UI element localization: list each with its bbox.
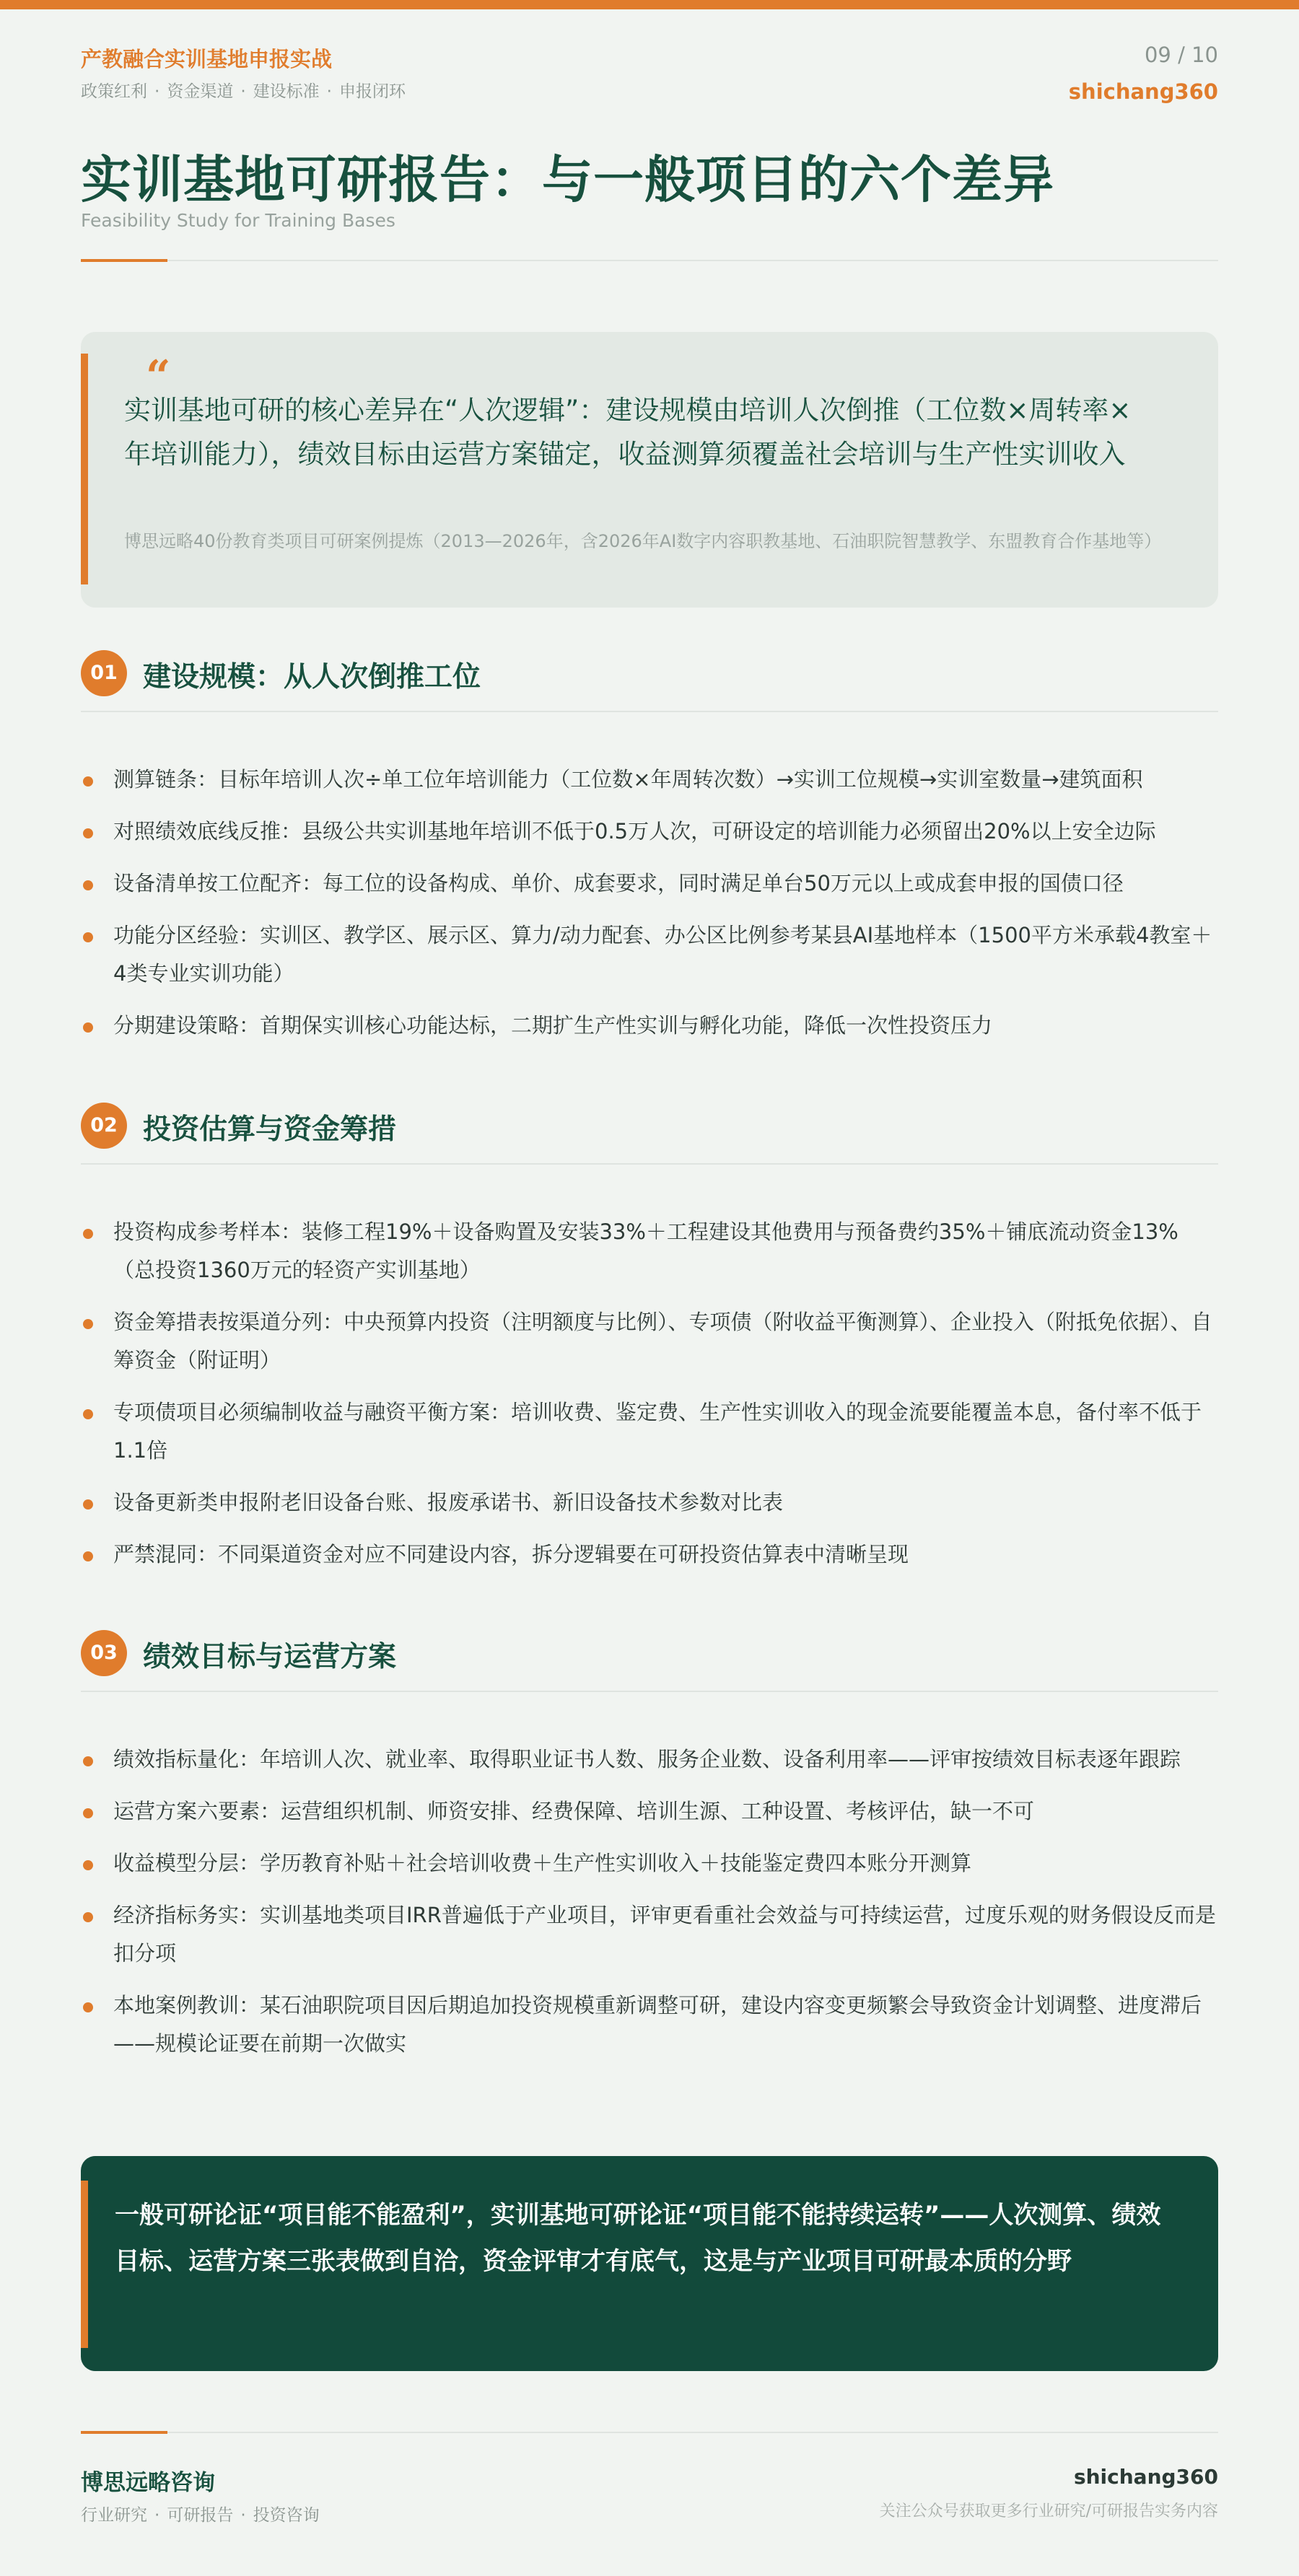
bullet-dot-icon xyxy=(83,880,93,890)
section-title: 绩效目标与运营方案 xyxy=(143,1641,397,1673)
list-item xyxy=(81,1792,1218,1831)
list-item-text: 绩效指标量化：年培训人次、就业率、取得职业证书人数、服务企业数、设备利用率——评审按绩效目标表逐年跟踪 xyxy=(113,1747,1181,1771)
brand-tags xyxy=(81,78,406,102)
section-03-bullets xyxy=(81,1740,1218,2077)
page-subtitle: Feasibility Study for Training Bases xyxy=(81,210,395,231)
footer-divider xyxy=(81,2432,1218,2433)
page xyxy=(81,9,1218,2525)
separator-dot: · xyxy=(154,2506,160,2525)
list-item xyxy=(81,864,1218,903)
title-accent-line xyxy=(81,259,167,262)
brand-tag: 建设标准 xyxy=(253,82,320,101)
list-item-text: 专项债项目必须编制收益与融资平衡方案：培训收费、鉴定费、生产性实训收入的现金流要能覆盖本息，备付率不低于1.1倍 xyxy=(113,1400,1202,1463)
section-header-03 xyxy=(81,1630,1218,1688)
separator-dot: · xyxy=(326,82,332,101)
list-item xyxy=(81,1535,1218,1574)
footer-site: shichang360 xyxy=(1073,2465,1218,2489)
bullet-dot-icon xyxy=(83,1319,93,1329)
bullet-dot-icon xyxy=(83,1409,93,1419)
bullet-dot-icon xyxy=(83,776,93,787)
list-item xyxy=(81,1484,1218,1522)
section-01-bullets xyxy=(81,761,1218,1059)
list-item xyxy=(81,1844,1218,1883)
brand-tag: 申报闭环 xyxy=(338,82,406,101)
bullet-dot-icon xyxy=(83,1022,93,1033)
list-item xyxy=(81,1986,1218,2063)
bullet-dot-icon xyxy=(83,1551,93,1561)
bullet-dot-icon xyxy=(83,2002,93,2012)
list-item xyxy=(81,761,1218,799)
page-title: 实训基地可研报告：与一般项目的六个差异 xyxy=(81,150,1054,209)
bullet-dot-icon xyxy=(83,1756,93,1766)
list-item xyxy=(81,1007,1218,1045)
separator-dot: · xyxy=(240,2506,246,2525)
list-item-text: 对照绩效底线反推：县级公共实训基地年培训不低于0.5万人次，可研设定的培训能力必须留出20%以上安全边际 xyxy=(113,819,1156,844)
section-title: 投资估算与资金筹措 xyxy=(143,1113,397,1146)
section-number-badge: 01 xyxy=(81,650,127,696)
footer-accent-line xyxy=(81,2431,167,2434)
footer-tag: 可研报告 xyxy=(167,2506,234,2525)
list-item xyxy=(81,1896,1218,1973)
list-item-text: 投资构成参考样本：装修工程19%＋设备购置及安装33%＋工程建设其他费用与预备费约35%＋铺底流动资金13%（总投资1360万元的轻资产实训基地） xyxy=(113,1219,1178,1282)
list-item-text: 设备清单按工位配齐：每工位的设备构成、单价、成套要求，同时满足单台50万元以上或成套申报的国债口径 xyxy=(113,871,1124,895)
brand-title: 产教融合实训基地申报实战 xyxy=(81,47,333,71)
list-item-text: 资金筹措表按渠道分列：中央预算内投资（注明额度与比例）、专项债（附收益平衡测算）、企业投入（附抵免依据）、自筹资金（附证明） xyxy=(113,1310,1212,1372)
footer-note: 关注公众号获取更多行业研究/可研报告实务内容 xyxy=(879,2502,1218,2520)
footer-brand: 博思远略咨询 xyxy=(81,2470,215,2496)
list-item-text: 测算链条：目标年培训人次÷单工位年培训能力（工位数×年周转次数）→实训工位规模→实训室数量→建筑面积 xyxy=(113,767,1143,792)
list-item xyxy=(81,1213,1218,1289)
page-header xyxy=(81,9,1218,114)
list-item-text: 功能分区经验：实训区、教学区、展示区、算力/动力配套、办公区比例参考某县AI基地样本（1500平方米承载4教室＋4类专业实训功能） xyxy=(113,923,1212,986)
list-item xyxy=(81,1303,1218,1380)
list-item-text: 分期建设策略：首期保实训核心功能达标，二期扩生产性实训与孵化功能，降低一次性投资压力 xyxy=(113,1013,993,1038)
list-item-text: 运营方案六要素：运营组织机制、师资安排、经费保障、培训生源、工种设置、考核评估，缺一不可 xyxy=(113,1799,1035,1823)
section-number-badge: 02 xyxy=(81,1103,127,1149)
section-header-02 xyxy=(81,1103,1218,1160)
separator-dot: · xyxy=(240,82,246,101)
list-item xyxy=(81,1740,1218,1779)
brand-tag: 资金渠道 xyxy=(167,82,234,101)
separator-dot: · xyxy=(154,82,160,101)
bullet-dot-icon xyxy=(83,1808,93,1818)
top-accent-bar xyxy=(0,0,1299,9)
list-item-text: 设备更新类申报附老旧设备台账、报废承诺书、新旧设备技术参数对比表 xyxy=(113,1490,784,1515)
page-number: 09 / 10 xyxy=(1144,43,1218,67)
section-divider xyxy=(81,1163,1218,1165)
conclusion-accent-bar xyxy=(81,2181,88,2348)
title-divider xyxy=(81,260,1218,261)
section-divider xyxy=(81,1691,1218,1692)
conclusion-text: 一般可研论证“项目能不能盈利”，实训基地可研论证“项目能不能持续运转”——人次测算、绩效目标、运营方案三张表做到自洽，资金评审才有底气，这是与产业项目可研最本质的分野 xyxy=(115,2201,1161,2276)
section-02-bullets xyxy=(81,1213,1218,1587)
key-insight-quote xyxy=(81,332,1218,608)
conclusion-callout xyxy=(81,2156,1218,2371)
list-item xyxy=(81,1393,1218,1470)
section-header-01 xyxy=(81,650,1218,708)
list-item-text: 严禁混同：不同渠道资金对应不同建设内容，拆分逻辑要在可研投资估算表中清晰呈现 xyxy=(113,1542,909,1567)
list-item-text: 收益模型分层：学历教育补贴＋社会培训收费＋生产性实训收入＋技能鉴定费四本账分开测算 xyxy=(113,1851,972,1875)
quote-text: 实训基地可研的核心差异在“人次逻辑”：建设规模由培训人次倒推（工位数×周转率×年培训能力），绩效目标由运营方案锚定，收益测算须覆盖社会培训与生产性实训收入 xyxy=(124,395,1132,470)
section-number-badge: 03 xyxy=(81,1630,127,1676)
list-item xyxy=(81,812,1218,851)
quote-mark-icon: “ xyxy=(146,351,171,402)
bullet-dot-icon xyxy=(83,828,93,838)
bullet-dot-icon xyxy=(83,1912,93,1922)
footer-tag: 行业研究 xyxy=(81,2506,147,2525)
section-title: 建设规模：从人次倒推工位 xyxy=(143,661,481,693)
bullet-dot-icon xyxy=(83,1499,93,1510)
section-divider xyxy=(81,711,1218,712)
list-item xyxy=(81,916,1218,993)
footer-tags xyxy=(81,2502,320,2525)
brand-tag: 政策红利 xyxy=(81,82,147,101)
bullet-dot-icon xyxy=(83,1860,93,1870)
bullet-dot-icon xyxy=(83,1229,93,1239)
site-name: shichang360 xyxy=(1068,79,1218,104)
quote-source: 博思远略40份教育类项目可研案例提炼（2013—2026年，含2026年AI数字内容职教基地、石油职院智慧教学、东盟教育合作基地等） xyxy=(124,531,1162,551)
bullet-dot-icon xyxy=(83,932,93,942)
list-item-text: 经济指标务实：实训基地类项目IRR普遍低于产业项目，评审更看重社会效益与可持续运营，过度乐观的财务假设反而是扣分项 xyxy=(113,1903,1216,1966)
quote-accent-bar xyxy=(81,354,88,584)
list-item-text: 本地案例教训：某石油职院项目因后期追加投资规模重新调整可研，建设内容变更频繁会导致资金计划调整、进度滞后——规模论证要在前期一次做实 xyxy=(113,1993,1202,2056)
footer-tag: 投资咨询 xyxy=(253,2506,320,2525)
